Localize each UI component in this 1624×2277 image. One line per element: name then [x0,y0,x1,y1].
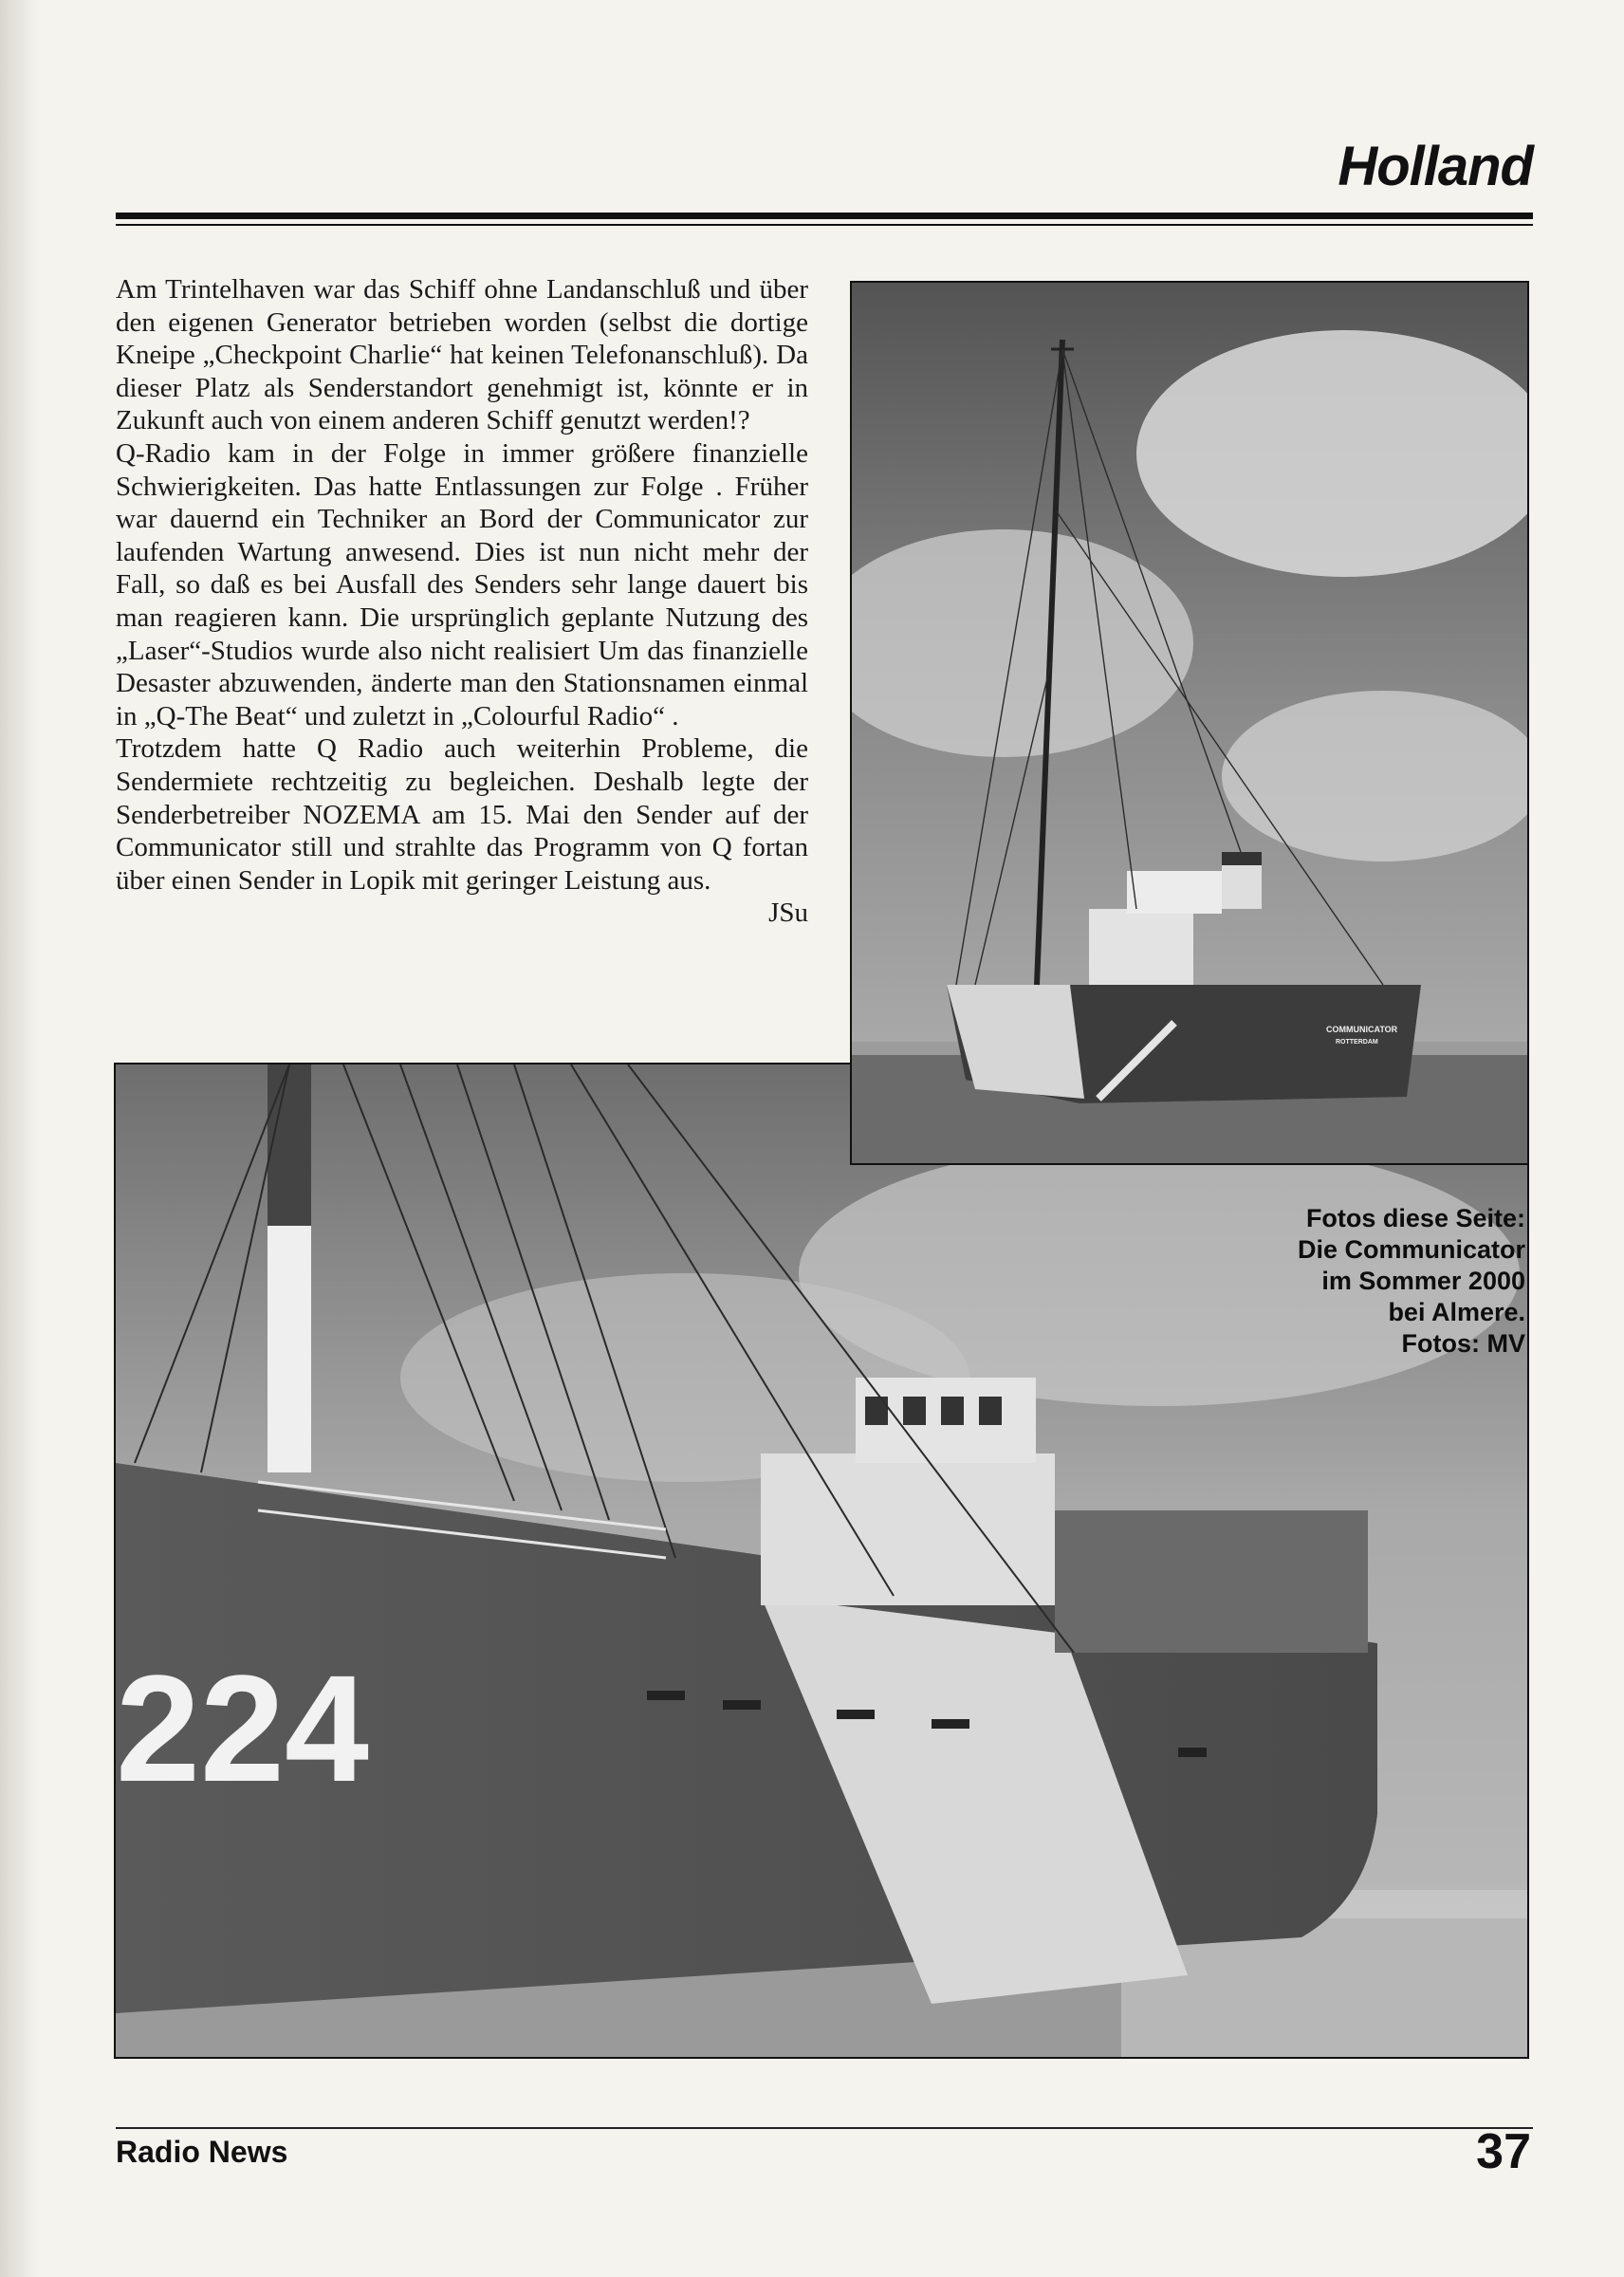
aft-deckhouse [1055,1510,1368,1653]
funnel-band [1222,852,1262,865]
hull-number: 224 [116,1643,369,1813]
caption-line: bei Almere. [1388,1298,1525,1326]
article-paragraph-1: Am Trintelhaven war das Schiff ohne Landanschluß und über den eigenen Generator betrieben worden (selbst die dortige Kneipe „Checkpoint Charlie“ hat keinen Telefonanschluß). Da dieser Platz als Senderstandort genehmigt ist, könnte er in Zukunft auch von einem anderen Schiff genutzt werden!? [116,274,808,436]
publication-name: Radio News [116,2135,288,2169]
article-paragraph-3-wrap [116,732,808,897]
window [941,1397,964,1425]
caption-line: im Sommer 2000 [1321,1267,1525,1295]
window [979,1397,1002,1425]
page-edge-shadow [0,0,38,2277]
bridge-block [761,1453,1055,1605]
page-number: 37 [1476,2124,1531,2179]
window [903,1397,926,1425]
bridge-block [1089,909,1193,985]
caption-line: Die Communicator [1297,1235,1525,1264]
caption-line: Fotos: MV [1401,1329,1525,1358]
article-body [116,273,808,930]
article-signature: JSu [768,898,808,929]
photo-caption [1279,1203,1525,1360]
footer-rule [116,2127,1533,2129]
mast-dark-band [268,1064,311,1226]
window [865,1397,888,1425]
article-paragraph-2: Q-Radio kam in der Folge in immer größere finanzielle Schwierigkeiten. Das hatte Entlassungen zur Folge . Früher war dauernd ein Techniker an Bord der Communicator zur laufenden Wartung anwesend. Dies ist nun nicht mehr der Fall, so daß es bei Ausfall des Senders sehr lange dauert bis man reagieren kann. Die ursprünglich geplante Nutzung des „Laser“-Studios wurde also nicht realisiert Um das finanzielle Desaster abzuwenden, änderte man den Stationsnamen einmal in „Q-The Beat“ und zuletzt in „Colourful Radio“ . [116,437,808,731]
wheelhouse [1127,871,1222,914]
article-paragraph-3: Trotzdem hatte Q Radio auch weiterhin Probleme, die Sendermiete rechtzeitig zu begleichen. Deshalb legte der Senderbetreiber NOZEMA am 15. Mai den Sender auf der Communicator still und strahlte das Programm von Q fortan über einen Sender in Lopik mit geringer Leistung aus. [116,733,808,896]
hull-name: COMMUNICATOR [1326,1025,1398,1034]
photo-ship-full [850,281,1529,1165]
header-rule-thin [116,224,1533,226]
caption-line: Fotos diese Seite: [1305,1204,1525,1232]
header-rule-thick [116,213,1533,219]
ship-full-illustration [852,283,1527,1163]
hull-port: ROTTERDAM [1336,1039,1378,1046]
section-title: Holland [1338,136,1533,197]
